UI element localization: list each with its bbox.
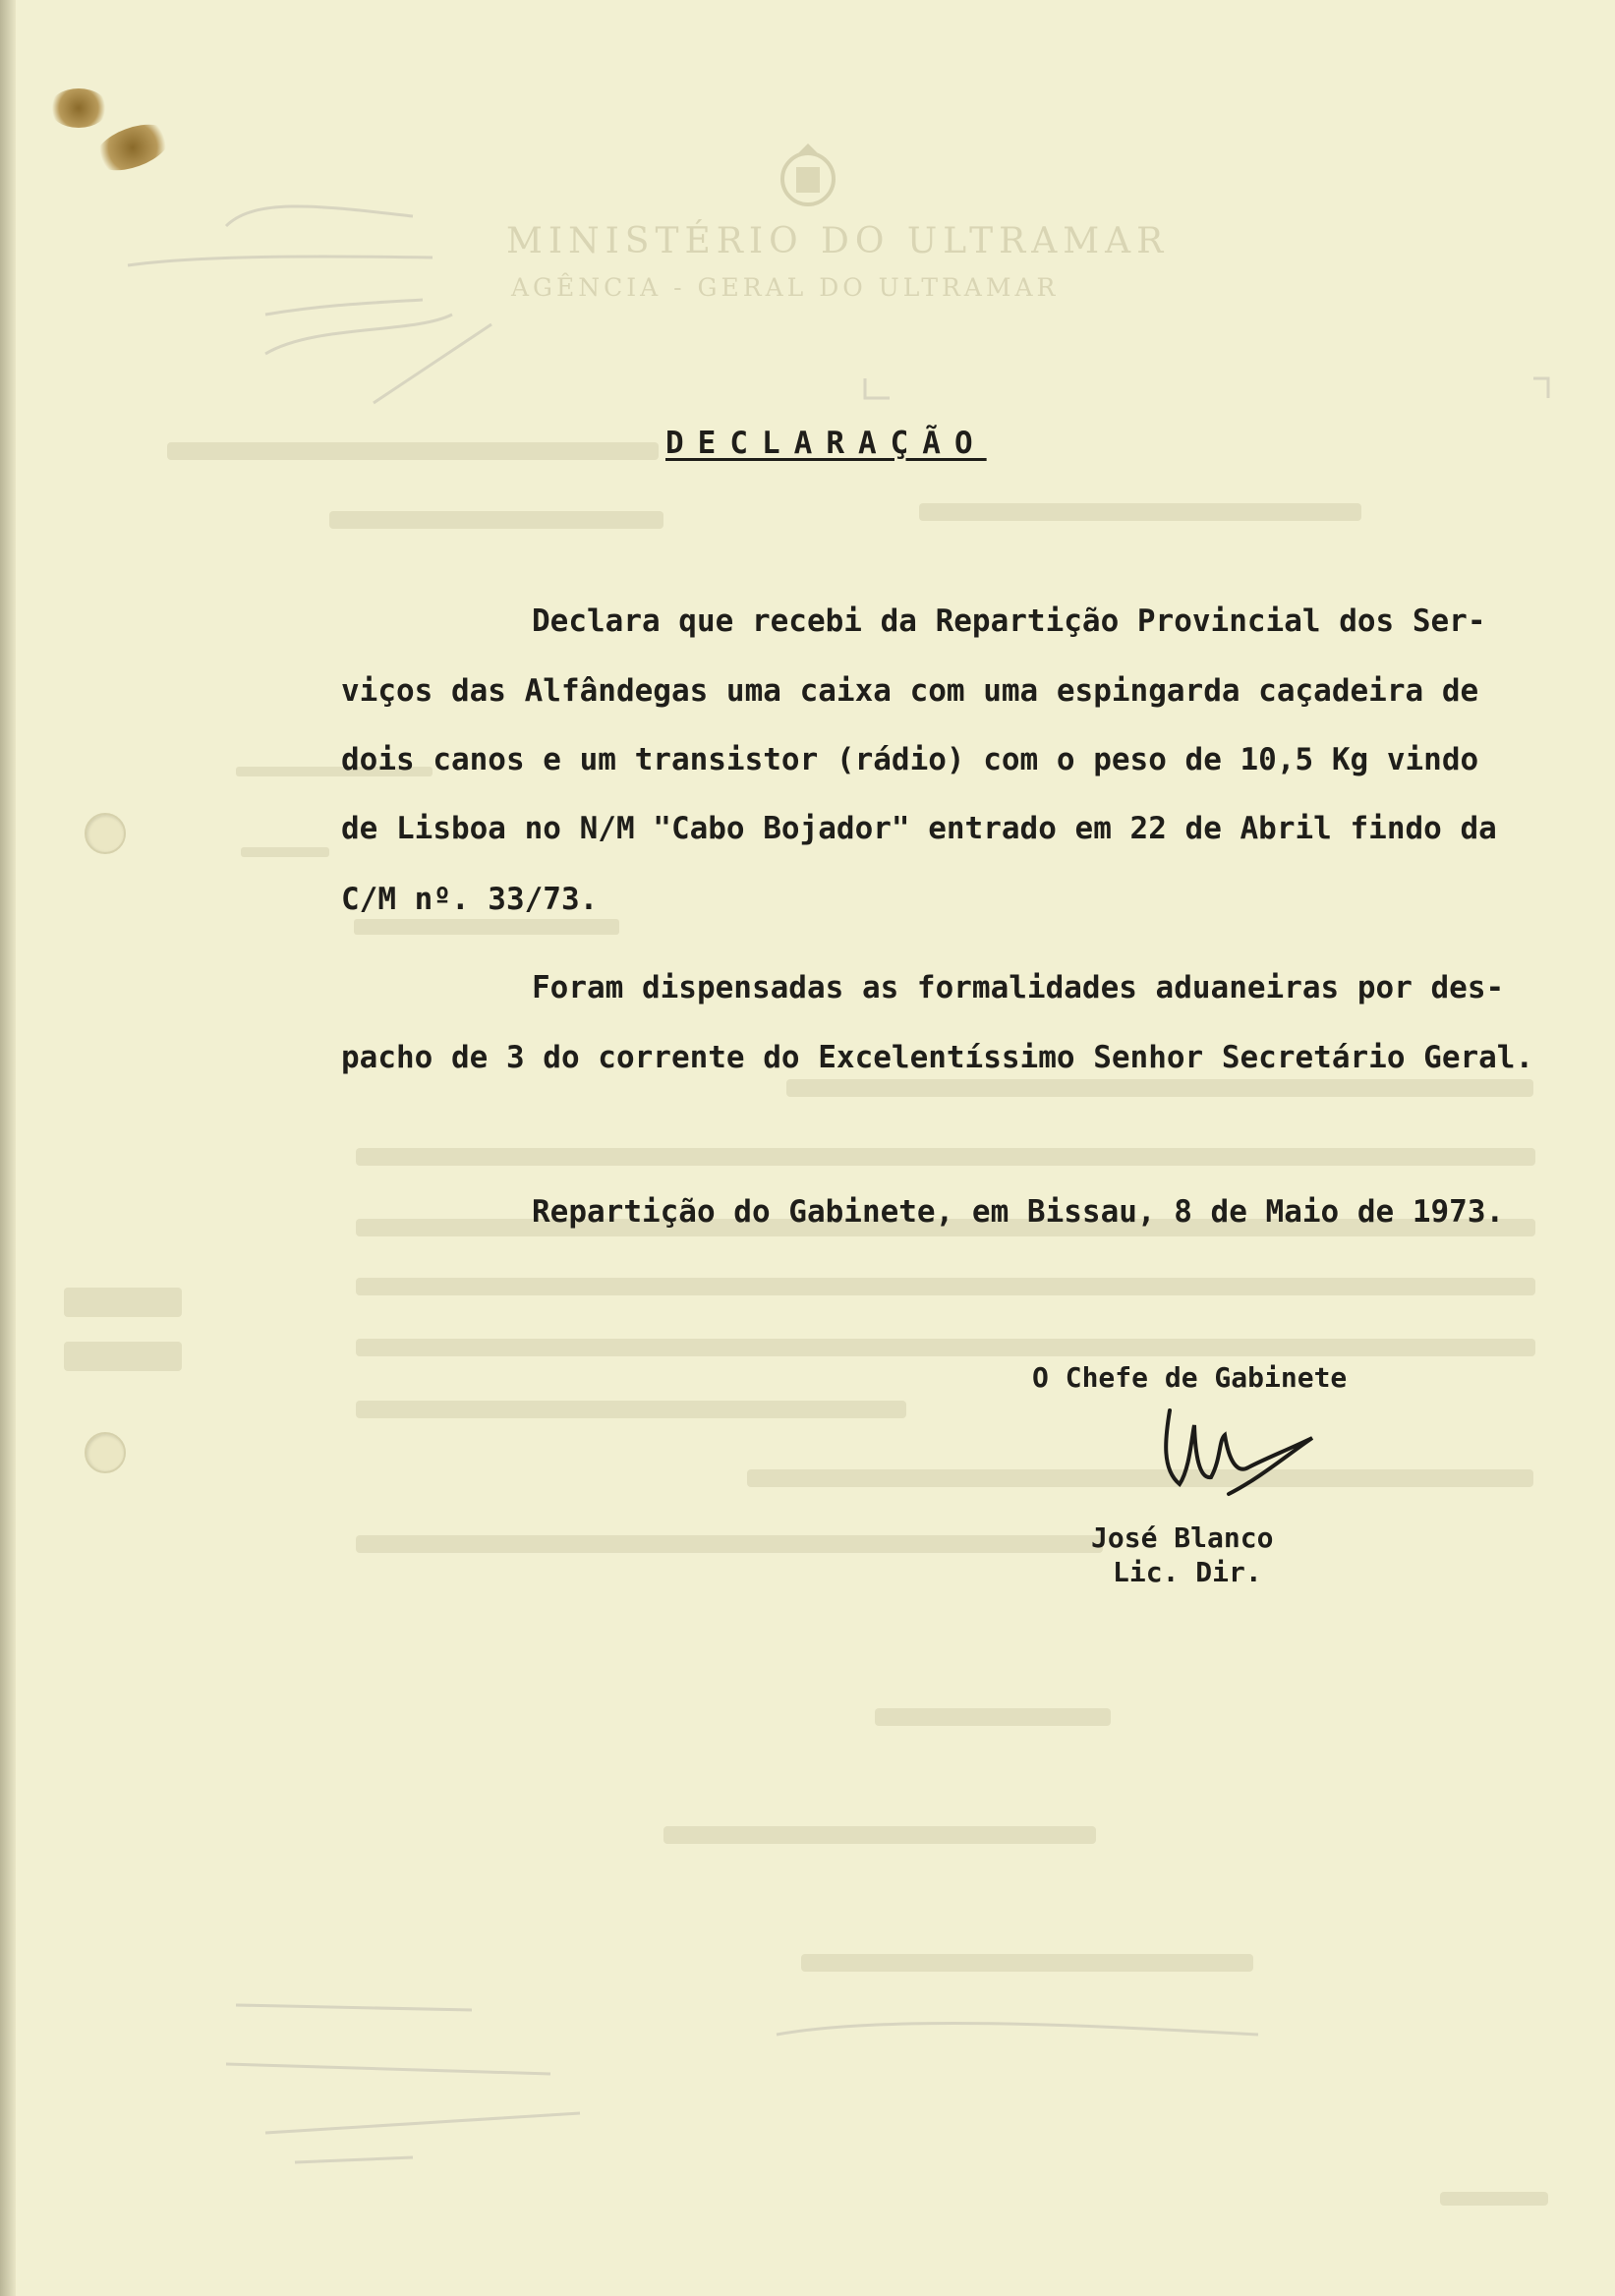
paragraph1-line: dois canos e um transistor (rádio) com o peso de 10,5 Kg vindo xyxy=(341,742,1479,777)
paragraph1-line: viços das Alfândegas uma caixa com uma espingarda caçadeira de xyxy=(341,673,1479,709)
document-title: DECLARAÇÃO xyxy=(665,426,987,461)
handwritten-signature xyxy=(1150,1401,1317,1528)
signatory-title: Lic. Dir. xyxy=(1113,1556,1262,1588)
paragraph2-line: pacho de 3 do corrente do Excelentíssimo Senhor Secretário Geral. xyxy=(341,1040,1534,1075)
paragraph1-line: C/M nº. 33/73. xyxy=(341,882,599,917)
paragraph1-line: Declara que recebi da Repartição Provincial dos Ser- xyxy=(532,603,1486,639)
paragraph2-line: Foram dispensadas as formalidades aduaneiras por des- xyxy=(532,970,1505,1005)
letterhead-ministry: MINISTÉRIO DO ULTRAMAR xyxy=(506,221,1170,261)
letterhead-agency: AGÊNCIA - GERAL DO ULTRAMAR xyxy=(511,273,1060,302)
paragraph1-line: de Lisboa no N/M "Cabo Bojador" entrado em 22 de Abril findo da xyxy=(341,811,1497,846)
signature-role: O Chefe de Gabinete xyxy=(1032,1361,1348,1394)
signatory-name: José Blanco xyxy=(1091,1521,1274,1554)
place-date-line: Repartição do Gabinete, em Bissau, 8 de Maio de 1973. xyxy=(532,1194,1505,1230)
